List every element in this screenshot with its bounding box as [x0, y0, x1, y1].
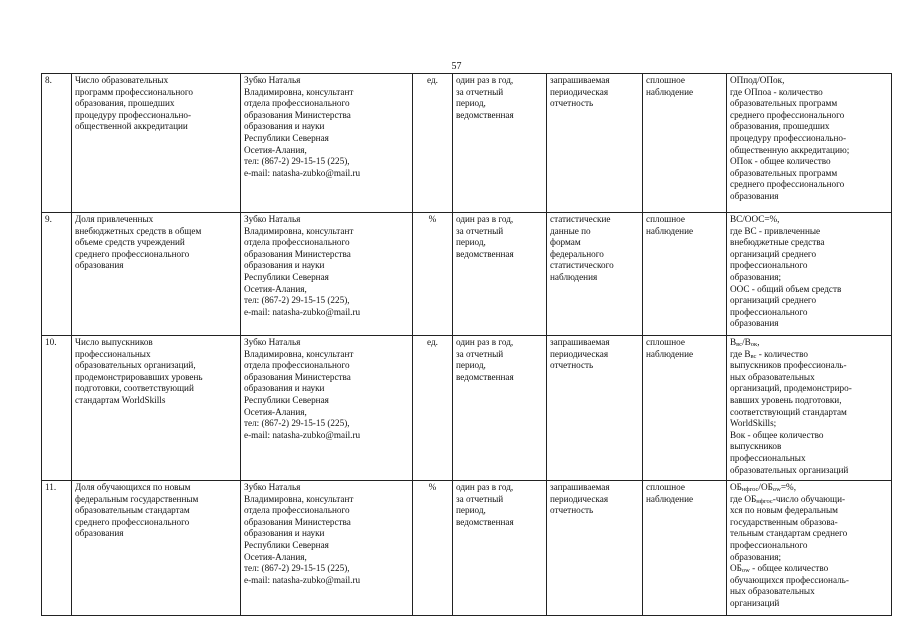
data-source: запрашиваемая периодическая отчетность — [547, 74, 643, 213]
formula-symbol: ОБ — [730, 563, 742, 574]
formula-subscript: нфгос — [741, 486, 759, 493]
responsible-person: Зубко Наталья Владимировна, консультант отдела профессионального образования Министерства образования и науки Республики Северная Осетия-Алания, тел: (867-2) 29-15-15 (225), e-mail: natasha-zubko@mail.ru — [241, 336, 413, 481]
collection-method: сплошное наблюдение — [643, 481, 727, 616]
data-source: запрашиваемая периодическая отчетность — [547, 336, 643, 481]
formula-subscript: ow — [772, 486, 781, 493]
unit-of-measure: ед. — [413, 336, 453, 481]
formula-subscript: вс — [750, 352, 757, 360]
indicator-name: Число выпускников профессиональных образовательных организаций, продемонстрировавших уровень подготовки, соответствующий стандартам WorldSkills — [72, 336, 241, 481]
formula-description: - общее количество обучающихся профессиональ- ных образовательных организаций — [730, 563, 849, 608]
table-row — [42, 336, 892, 481]
row-number: 11. — [42, 481, 72, 616]
formula-description: - количество выпускников профессиональ- ных образовательных организаций, продемонстриро- вавших уровень подготовки, соответствующий стандартам WorldSkills; Вок - общее количество выпускников профессиональных образовательных организаций — [730, 348, 852, 475]
responsible-person: Зубко Наталья Владимировна, консультант отдела профессионального образования Министерства образования и науки Республики Северная Осетия-Алания, тел: (867-2) 29-15-15 (225), e-mail: natasha-zubko@mail.ru — [241, 481, 413, 616]
indicators-table — [41, 73, 892, 616]
responsible-person: Зубко Наталья Владимировна, консультант отдела профессионального образования Министерства образования и науки Республики Северная Осетия-Алания, тел: (867-2) 29-15-15 (225), e-mail: natasha-zubko@mail.ru — [241, 74, 413, 213]
formula-operator: =%, — [780, 482, 796, 492]
formula-where: где — [730, 493, 745, 504]
unit-of-measure: ед. — [413, 74, 453, 213]
row-number: 9. — [42, 213, 72, 336]
responsible-person: Зубко Наталья Владимировна, консультант отдела профессионального образования Министерства образования и науки Республики Северная Осетия-Алания, тел: (867-2) 29-15-15 (225), e-mail: natasha-zubko@mail.ru — [241, 213, 413, 336]
periodicity: один раз в год, за отчетный период, ведомственная — [453, 74, 547, 213]
formula-operator: / — [758, 482, 761, 492]
collection-method: сплошное наблюдение — [643, 74, 727, 213]
indicator-name: Число образовательных программ профессионального образования, прошедших процедуру профессионально- общественной аккредитации — [72, 74, 241, 213]
calculation-formula: ОПпод/ОПок, где ОПпоа - количество образовательных программ среднего профессионального образования, прошедших процедуру профессионально- общественную аккредитацию; ОПок - общее количество образовательных программ среднего профессионального образования — [727, 74, 892, 213]
row-number: 8. — [42, 74, 72, 213]
formula-description: -число обучающи- хся по новым федеральным государственным образова- тельным стандартам среднего профессионального образования; — [730, 493, 848, 562]
formula-operator: / — [742, 337, 745, 347]
collection-method: сплошное наблюдение — [643, 336, 727, 481]
table-row — [42, 74, 892, 213]
table-row — [42, 213, 892, 336]
formula-where: где — [730, 348, 745, 359]
formula-punct: , — [757, 337, 760, 347]
formula-symbol: В — [730, 337, 737, 347]
formula-subscript: нфгос — [756, 497, 773, 505]
formula-symbol: В — [744, 337, 751, 347]
formula-subscript: вс — [736, 341, 743, 348]
calculation-formula — [727, 481, 892, 616]
formula-symbol: ОБ — [760, 482, 773, 492]
unit-of-measure: % — [413, 481, 453, 616]
data-source: запрашиваемая периодическая отчетность — [547, 481, 643, 616]
row-number: 10. — [42, 336, 72, 481]
formula-symbol: ОБ — [744, 493, 757, 504]
calculation-formula — [727, 336, 892, 481]
formula-subscript: ow — [741, 567, 750, 575]
table-row — [42, 481, 892, 616]
collection-method: сплошное наблюдение — [643, 213, 727, 336]
formula-symbol: В — [744, 348, 751, 359]
periodicity: один раз в год, за отчетный период, ведомственная — [453, 336, 547, 481]
indicator-name: Доля обучающихся по новым федеральным государственным образовательным стандартам среднего профессионального образования — [72, 481, 241, 616]
indicator-name: Доля привлеченных внебюджетных средств в общем объеме средств учреждений среднего профессионального образования — [72, 213, 241, 336]
formula-subscript: ок — [750, 341, 758, 348]
periodicity: один раз в год, за отчетный период, ведомственная — [453, 213, 547, 336]
calculation-formula: ВС/ООС=%, где ВС - привлеченные внебюджетные средства организаций среднего профессионального образования; ООС - общий объем средств организаций среднего профессионального образования — [727, 213, 892, 336]
page-number: 57 — [451, 61, 462, 72]
periodicity: один раз в год, за отчетный период, ведомственная — [453, 481, 547, 616]
unit-of-measure: % — [413, 213, 453, 336]
formula-symbol: ОБ — [730, 482, 742, 492]
data-source: статистические данные по формам федерального статистического наблюдения — [547, 213, 643, 336]
